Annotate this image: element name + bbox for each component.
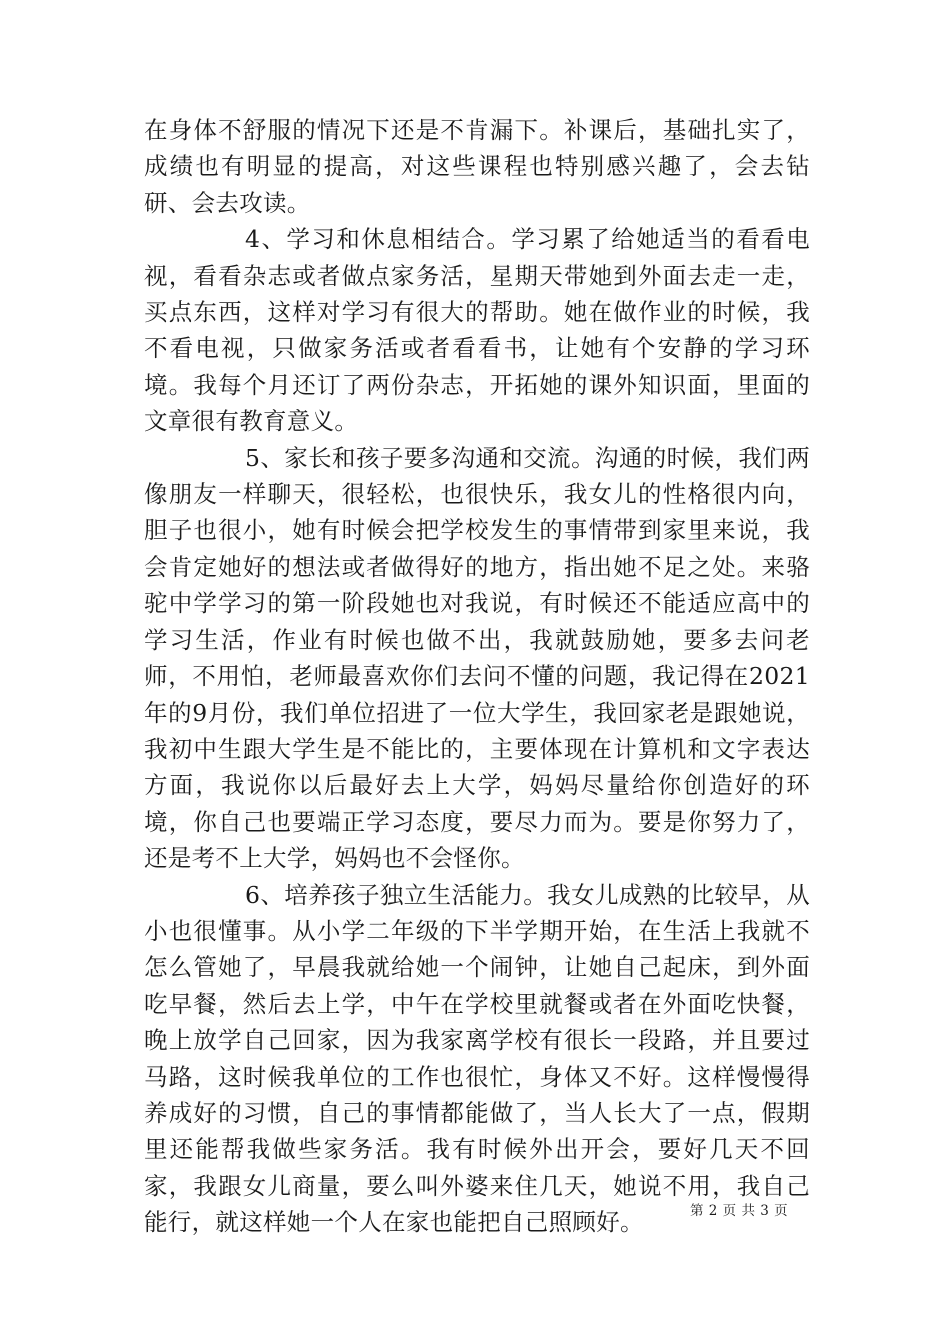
paragraph-item-4: 4、学习和休息相结合。学习累了给她适当的看看电视，看看杂志或者做点家务活，星期天带她到外面去走一走，买点东西，这样对学习有很大的帮助。她在做作业的时候，我不看电视，只做家务活或者看看书，让她有个安静的学习环境。我每个月还订了两份杂志，开拓她的课外知识面，里面的文章很有教育意义。 xyxy=(144,225,810,436)
paragraph-item-6: 6、培养孩子独立生活能力。我女儿成熟的比较早，从小也很懂事。从小学二年级的下半学期开始，在生活上我就不怎么管她了，早晨我就给她一个闹钟，让她自己起床，到外面吃早餐，然后去上学，中午在学校里就餐或者在外面吃快餐，晚上放学自己回家，因为我家离学校有很长一段路，并且要过马路，这时候我单位的工作也很忙，身体又不好。这样慢慢得养成好的习惯，自己的事情都能做了，当人长大了一点，假期里还能帮我做些家务活。我有时候外出开会，要好几天不回家，我跟女儿商量，要么叫外婆来住几天，她说不用，我自己能行，就这样她一个人在家也能把自己照顾好。 xyxy=(144,880,810,1237)
document-body xyxy=(144,112,810,1241)
paragraph-continuation: 在身体不舒服的情况下还是不肯漏下。补课后，基础扎实了，成绩也有明显的提高，对这些课程也特别感兴趣了，会去钻研、会去攻读。 xyxy=(144,116,810,217)
page-number-footer: 第 2 页 共 3 页 xyxy=(690,1203,789,1219)
paragraph-item-5: 5、家长和孩子要多沟通和交流。沟通的时候，我们两像朋友一样聊天，很轻松，也很快乐，我女儿的性格很内向，胆子也很小，她有时候会把学校发生的事情带到家里来说，我会肯定她好的想法或者做得好的地方，指出她不足之处。来骆驼中学学习的第一阶段她也对我说，有时候还不能适应高中的学习生活，作业有时候也做不出，我就鼓励她，要多去问老师，不用怕，老师最喜欢你们去问不懂的问题，我记得在2021年的9月份，我们单位招进了一位大学生，我回家老是跟她说，我初中生跟大学生是不能比的，主要体现在计算机和文字表达方面，我说你以后最好去上大学，妈妈尽量给你创造好的环境，你自己也要端正学习态度，要尽力而为。要是你努力了，还是考不上大学，妈妈也不会怪你。 xyxy=(144,443,810,873)
